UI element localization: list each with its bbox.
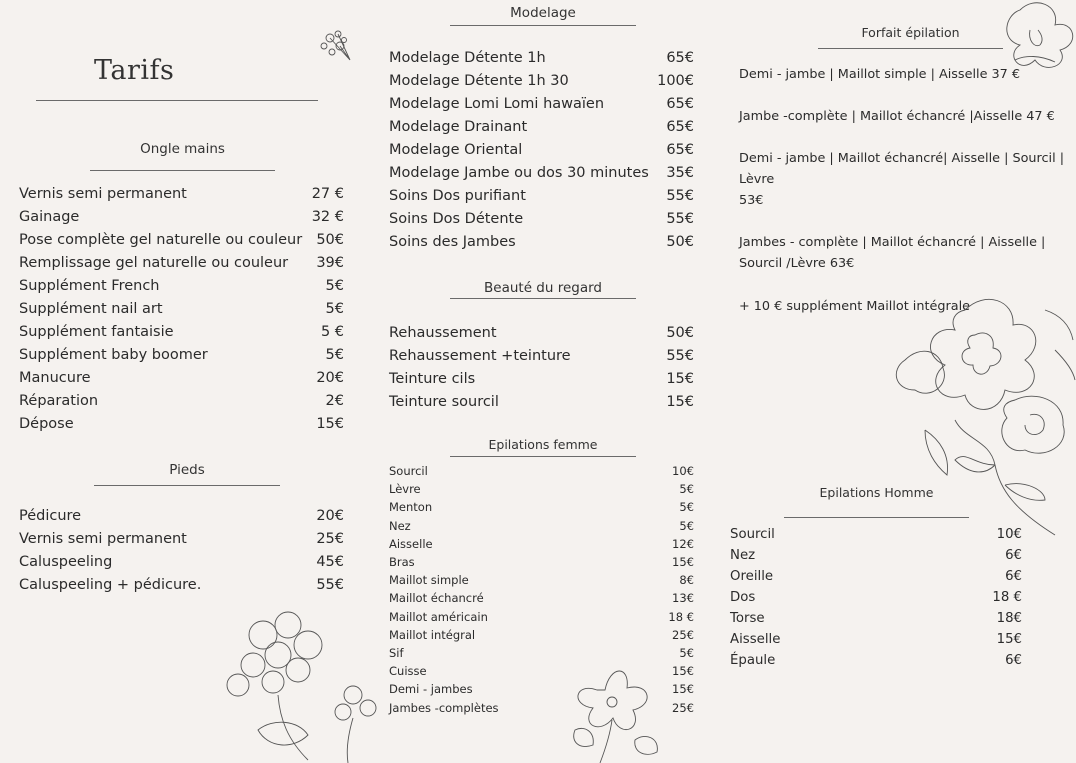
ongle-mains-divider bbox=[90, 170, 275, 171]
item-price: 8€ bbox=[679, 573, 694, 588]
item-name: Épaule bbox=[730, 653, 776, 668]
ongle-mains-row bbox=[19, 344, 344, 367]
corner-flower-illustration bbox=[1000, 0, 1076, 80]
item-price: 5€ bbox=[679, 646, 694, 660]
ongle-mains-row bbox=[19, 183, 344, 206]
modelage-heading: Modelage bbox=[510, 5, 576, 21]
item-name: Soins Dos purifiant bbox=[389, 188, 526, 204]
modelage-row bbox=[389, 116, 694, 139]
epilations-femme-row bbox=[389, 589, 694, 607]
item-name: Remplissage gel naturelle ou couleur bbox=[19, 255, 289, 271]
item-price: 2€ bbox=[325, 393, 344, 409]
epilations-homme-row bbox=[730, 587, 1022, 608]
ongle-mains-row bbox=[19, 390, 344, 413]
epilations-femme-row bbox=[389, 535, 694, 553]
item-name: Maillot américain bbox=[389, 609, 488, 624]
item-price: 50€ bbox=[666, 234, 694, 250]
item-price: 15€ bbox=[666, 394, 694, 410]
forfait-line-6: Jambes - complète | Maillot échancré | Aisselle | bbox=[739, 235, 1046, 250]
forfait-line-4: Lèvre bbox=[739, 172, 775, 187]
item-price: 32 € bbox=[311, 209, 344, 225]
pieds-row bbox=[19, 574, 344, 597]
item-price: 27 € bbox=[311, 186, 344, 202]
epilations-homme-row bbox=[730, 650, 1022, 671]
item-name: Modelage Oriental bbox=[389, 142, 523, 158]
item-price: 15€ bbox=[672, 555, 694, 569]
beaute-regard-divider bbox=[450, 298, 636, 299]
item-price: 5€ bbox=[679, 518, 694, 533]
item-price: 13€ bbox=[672, 591, 694, 606]
item-price: 50€ bbox=[666, 325, 694, 341]
item-name: Dépose bbox=[19, 416, 74, 432]
epilations-femme-row bbox=[389, 462, 694, 480]
epilations-homme-row bbox=[730, 566, 1022, 587]
item-price: 55€ bbox=[666, 348, 694, 364]
forfait-line-7: Sourcil /Lèvre 63€ bbox=[739, 256, 855, 271]
item-price: 15€ bbox=[316, 416, 344, 432]
epilations-homme-heading: Epilations Homme bbox=[819, 485, 934, 500]
item-price: 65€ bbox=[666, 119, 694, 135]
page-title: Tarifs bbox=[94, 55, 175, 86]
item-price: 15€ bbox=[672, 664, 694, 679]
item-name: Teinture cils bbox=[389, 371, 476, 387]
item-name: Modelage Drainant bbox=[389, 119, 528, 135]
modelage-row bbox=[389, 93, 694, 116]
pieds-row bbox=[19, 528, 344, 551]
item-name: Supplément fantaisie bbox=[19, 324, 174, 340]
item-name: Aisselle bbox=[730, 632, 781, 647]
forfait-line-3: Demi - jambe | Maillot échancré| Aisselle | Sourcil | bbox=[739, 151, 1065, 166]
item-price: 18 € bbox=[668, 609, 694, 624]
item-price: 5€ bbox=[325, 278, 344, 294]
large-peony-illustration bbox=[895, 290, 1076, 550]
item-name: Manucure bbox=[19, 370, 91, 386]
modelage-row bbox=[389, 231, 694, 254]
title-divider bbox=[36, 100, 318, 101]
item-price: 55€ bbox=[666, 188, 694, 204]
pieds-heading: Pieds bbox=[169, 462, 205, 478]
epilations-homme-row bbox=[730, 608, 1022, 629]
item-name: Caluspeeling + pédicure. bbox=[19, 577, 202, 593]
item-price: 39€ bbox=[316, 255, 344, 271]
item-price: 5€ bbox=[325, 347, 344, 363]
item-price: 5 € bbox=[320, 324, 344, 340]
modelage-row bbox=[389, 70, 694, 93]
item-price: 10€ bbox=[672, 464, 694, 478]
item-name: Vernis semi permanent bbox=[19, 531, 187, 547]
item-name: Dos bbox=[730, 590, 756, 605]
item-name: Teinture sourcil bbox=[389, 394, 499, 410]
item-name: Soins Dos Détente bbox=[389, 211, 524, 227]
item-price: 6€ bbox=[1005, 653, 1022, 668]
item-name: Supplément nail art bbox=[19, 301, 163, 317]
ongle-mains-row bbox=[19, 367, 344, 390]
item-price: 50€ bbox=[316, 232, 344, 248]
item-price: 25€ bbox=[316, 531, 344, 547]
epilations-femme-row bbox=[389, 571, 694, 589]
item-name: Oreille bbox=[730, 569, 774, 584]
modelage-divider bbox=[450, 25, 636, 26]
modelage-row bbox=[389, 208, 694, 231]
item-name: Soins des Jambes bbox=[389, 234, 516, 250]
item-price: 5€ bbox=[679, 500, 694, 515]
small-flower-illustration bbox=[310, 18, 360, 68]
modelage-row bbox=[389, 185, 694, 208]
item-name: Maillot échancré bbox=[389, 591, 484, 606]
item-price: 5€ bbox=[679, 482, 694, 497]
clematis-illustration bbox=[555, 660, 665, 763]
ongle-mains-row bbox=[19, 252, 344, 275]
item-name: Modelage Lomi Lomi hawaïen bbox=[389, 96, 605, 112]
item-name: Modelage Détente 1h bbox=[389, 50, 546, 66]
item-price: 15€ bbox=[666, 371, 694, 387]
item-price: 45€ bbox=[316, 554, 344, 570]
ongle-mains-heading: Ongle mains bbox=[140, 141, 225, 157]
ongle-mains-row bbox=[19, 206, 344, 229]
modelage-row bbox=[389, 139, 694, 162]
item-name: Sif bbox=[389, 646, 404, 660]
pieds-divider bbox=[94, 485, 280, 486]
forfait-line-2: Jambe -complète | Maillot échancré |Aisselle 47 € bbox=[739, 109, 1055, 124]
epilations-femme-row bbox=[389, 626, 694, 644]
item-name: Modelage Détente 1h 30 bbox=[389, 73, 569, 89]
item-name: Jambes -complètes bbox=[389, 700, 499, 715]
item-name: Lèvre bbox=[389, 482, 421, 497]
ongle-mains-row bbox=[19, 298, 344, 321]
epilations-femme-heading: Epilations femme bbox=[488, 437, 598, 452]
ongle-mains-row bbox=[19, 321, 344, 344]
item-price: 5€ bbox=[325, 301, 344, 317]
item-name: Pose complète gel naturelle ou couleur bbox=[19, 232, 303, 248]
ongle-mains-row bbox=[19, 275, 344, 298]
item-name: Rehaussement bbox=[389, 325, 497, 341]
item-name: Maillot simple bbox=[389, 573, 469, 588]
epilations-femme-row bbox=[389, 480, 694, 498]
item-name: Sourcil bbox=[389, 464, 428, 478]
beaute-regard-heading: Beauté du regard bbox=[484, 280, 602, 296]
epilations-femme-row bbox=[389, 498, 694, 516]
item-name: Sourcil bbox=[730, 527, 775, 542]
ongle-mains-row bbox=[19, 413, 344, 436]
item-name: Bras bbox=[389, 555, 415, 569]
item-name: Gainage bbox=[19, 209, 80, 225]
pieds-row bbox=[19, 551, 344, 574]
beaute-regard-row bbox=[389, 322, 694, 345]
item-price: 55€ bbox=[666, 211, 694, 227]
item-name: Pédicure bbox=[19, 508, 82, 524]
item-name: Nez bbox=[730, 548, 756, 563]
item-name: Aisselle bbox=[389, 536, 433, 551]
item-price: 15€ bbox=[672, 682, 694, 697]
item-name: Réparation bbox=[19, 393, 99, 409]
forfait-epilation-heading: Forfait épilation bbox=[861, 25, 960, 40]
item-price: 25€ bbox=[672, 700, 694, 715]
item-name: Demi - jambes bbox=[389, 682, 473, 697]
item-price: 10€ bbox=[996, 527, 1022, 542]
modelage-row bbox=[389, 47, 694, 70]
item-name: Vernis semi permanent bbox=[19, 186, 187, 202]
item-name: Torse bbox=[730, 611, 765, 626]
epilations-femme-divider bbox=[450, 456, 636, 457]
item-name: Modelage Jambe ou dos 30 minutes bbox=[389, 165, 649, 181]
item-name: Maillot intégral bbox=[389, 627, 476, 642]
item-price: 18 € bbox=[992, 590, 1022, 605]
beaute-regard-row bbox=[389, 391, 694, 414]
item-name: Caluspeeling bbox=[19, 554, 113, 570]
epilations-femme-row bbox=[389, 553, 694, 571]
epilations-homme-row bbox=[730, 629, 1022, 650]
beaute-regard-row bbox=[389, 345, 694, 368]
item-name: Nez bbox=[389, 518, 411, 533]
item-name: Menton bbox=[389, 500, 433, 515]
forfait-line-8: + 10 € supplément Maillot intégrale bbox=[739, 299, 971, 314]
item-price: 6€ bbox=[1005, 548, 1022, 563]
pieds-row bbox=[19, 505, 344, 528]
item-price: 65€ bbox=[666, 96, 694, 112]
item-price: 100€ bbox=[657, 73, 694, 89]
item-name: Supplément baby boomer bbox=[19, 347, 208, 363]
item-price: 18€ bbox=[996, 611, 1022, 626]
item-price: 65€ bbox=[666, 50, 694, 66]
geranium-illustration bbox=[218, 600, 388, 763]
forfait-line-1: Demi - jambe | Maillot simple | Aisselle 37 € bbox=[739, 67, 1021, 82]
ongle-mains-row bbox=[19, 229, 344, 252]
epilations-femme-row bbox=[389, 608, 694, 626]
item-price: 6€ bbox=[1005, 569, 1022, 584]
item-price: 25€ bbox=[672, 627, 694, 642]
item-price: 20€ bbox=[316, 508, 344, 524]
forfait-epilation-divider bbox=[818, 48, 1003, 49]
epilations-femme-row bbox=[389, 517, 694, 535]
item-price: 55€ bbox=[316, 577, 344, 593]
item-price: 15€ bbox=[996, 632, 1022, 647]
beaute-regard-row bbox=[389, 368, 694, 391]
forfait-line-5: 53€ bbox=[739, 193, 764, 208]
item-name: Cuisse bbox=[389, 664, 427, 679]
item-price: 35€ bbox=[666, 165, 694, 181]
item-price: 20€ bbox=[316, 370, 344, 386]
modelage-row bbox=[389, 162, 694, 185]
item-price: 65€ bbox=[666, 142, 694, 158]
item-name: Supplément French bbox=[19, 278, 160, 294]
item-name: Rehaussement +teinture bbox=[389, 348, 571, 364]
item-price: 12€ bbox=[672, 536, 694, 551]
